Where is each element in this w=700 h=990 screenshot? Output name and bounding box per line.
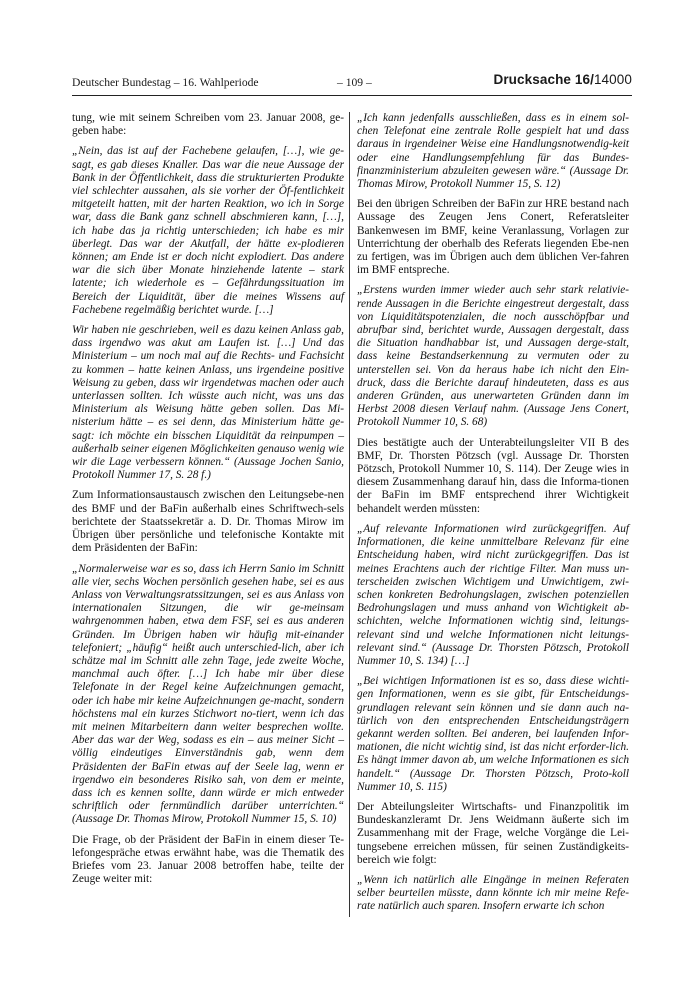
paragraph: Dies bestätigte auch der Unterabteilungsleiter VII B des BMF, Dr. Thorsten Pötzsch (vgl. Aussage Dr. Thorsten Pötzsch, Protokoll Nummer 10, S. 114). Der Zeuge wies in diesem Zusammenhang darauf hin, dass die Informa-tionen der BaFin im BMF entsprechend ihrer Wichtigkeit behandelt werden müssten: [357, 436, 629, 515]
paragraph: Zum Informationsaustausch zwischen den Leitungsebe-nen des BMF und der BaFin außerhalb eines Schriftwech-sels berichtete der Staatssekretär a. D. Dr. Thomas Mirow im Übrigen über persönliche und telefonische Kontakte mit dem Präsidenten der BaFin: [72, 489, 344, 555]
quote-paragraph: „Nein, das ist auf der Fachebene gelaufen, […], wie ge-sagt, es gab dieses Knaller. Das war die neue Aussage der Bank in der Öffentlichkeit, dass die strukturierten Produkte viel schlechter aussahen, als sie vorher der Öf-fentlichkeit mitgeteilt hatten, mit der harten Reaktion, wo ich in Sorge war, dass die Bank ganz schnell abschmieren kann, […], ich habe das ja richtig unterschieden; ich habe es mir überlegt. Das war der Akutfall, der hätte ex-plodieren können; am Ende ist er doch nicht explodiert. Das andere war die sich über Monate hinziehende latente – stark latente; ich wiederhole es – Gefährdungssituation im Bereich der Liquidität, über die meines Wissens auf Fachebene regelmäßig berichtet wurde. […] [72, 145, 344, 316]
paragraph: tung, wie mit seinem Schreiben vom 23. Januar 2008, ge-geben habe: [72, 112, 344, 138]
quote-paragraph: „Erstens wurden immer wieder auch sehr stark relativie-rende Aussagen in die Berichte eingestreut dergestalt, dass von Liquiditätspotenzialen, die noch ausschöpfbar und abrufbar sind, berichtet wurde, Aussagen dergestalt, dass die Situation handhabbar ist, und Aussagen derge-stalt, dass keine Bestandserkennung zu vermuten oder zu unterstellen sei. Von da heraus habe ich nicht den Ein-druck, dass die Berichte darauf hindeuteten, dass es aus anderen Gründen, aus unerwarteten Gründen dann im Herbst 2008 diesen Verlauf nahm. (Aussage Jens Conert, Protokoll Nummer 10, S. 68) [357, 284, 629, 429]
header-document-id [493, 72, 632, 87]
header-rule [72, 95, 632, 96]
header-publication: Deutscher Bundestag – 16. Wahlperiode [72, 76, 259, 89]
header-page-number: – 109 – [337, 76, 372, 89]
quote-paragraph: „Auf relevante Informationen wird zurückgegriffen. Auf Informationen, die keine unmittelbare Relevanz für eine Entscheidung haben, wird nicht zurückgegriffen. Das ist meines Erachtens auch der richtige Filter. Man muss un-terscheiden zwischen Wichtigem und Unwichtigem, zwi-schen konkreten Bedrohungslagen, zwischen potenziellen Bedrohungslagen und muss anhand von Wichtigkeit ab-schichten, welche Informationen wichtig sind, leitungs-relevant sind und welche Informationen nicht leitungs-relevant sind.“ (Aussage Dr. Thorsten Pötzsch, Protokoll Nummer 10, S. 134) […] [357, 522, 629, 667]
paragraph: Die Frage, ob der Präsident der BaFin in einem dieser Te-lefongespräche etwas erwähnt habe, was die Thematik des Briefes vom 23. Januar 2008 betroffen habe, teilte der Zeuge weiter mit: [72, 833, 344, 886]
right-column [357, 112, 629, 921]
quote-paragraph: „Wenn ich natürlich alle Eingänge in meinen Referaten selber beurteilen müsste, dann könnte ich mir meine Refe-rate natürlich auch sparen. Insofern erwarte ich schon [357, 873, 629, 913]
header-document-number: 14000 [593, 72, 632, 87]
left-column [72, 112, 344, 893]
quote-paragraph: Wir haben nie geschrieben, weil es dazu keinen Anlass gab, dass irgendwo was akut am Laufen ist. […] Und das Ministerium – um noch mal auf die Rechts- und Fachsicht zu kommen – hatte keinen Anlass, uns irgendeine positive Weisung zu geben, dass wir irgendetwas machen oder auch unterlassen sollten. Ich wüsste auch nicht, was uns das Ministerium als Weisung hätte geben sollen. Das Mi-nisterium hätte – es sei denn, das Ministerium hätte ge-sagt: ich möchte ein bisschen Liquidität da reinpumpen – außerhalb seiner eigenen Möglichkeiten genauso wenig wie wir die Lage verbessern können.“ (Aussage Jochen Sanio, Protokoll Nummer 17, S. 28 f.) [72, 324, 344, 482]
paragraph: Bei den übrigen Schreiben der BaFin zur HRE bestand nach Aussage des Zeugen Jens Conert, Referatsleiter Bankenwesen im BMF, keine Veranlassung, Vorlagen zur Unterrichtung der oberhalb des Referats liegenden Ebe-nen zu fertigen, was im Übrigen auch dem üblichen Ver-fahren im BMF entspreche. [357, 198, 629, 277]
paragraph: Der Abteilungsleiter Wirtschafts- und Finanzpolitik im Bundeskanzleramt Dr. Jens Weidmann äußerte sich im Zusammenhang mit der Frage, welche Vorgänge die Lei-tungsebene erreichen müssen, für seinen Zuständigkeits-bereich wie folgt: [357, 800, 629, 866]
page-header [72, 72, 632, 94]
quote-paragraph: „Bei wichtigen Informationen ist es so, dass diese wichti-gen Informationen, wenn es sie gibt, für Entscheidungs-grundlagen relevant sein können und sie dann auch na-türlich von den entsprechenden Entscheidungsträgern gekannt werden sollten. Bei anderen, bei laufenden Infor-mationen, die nicht wichtig sind, ist das nicht erforder-lich. Es hängt immer davon ab, um welche Informationen es sich handelt.“ (Aussage Dr. Thorsten Pötzsch, Proto-koll Nummer 10, S. 115) [357, 675, 629, 793]
quote-paragraph: „Ich kann jedenfalls ausschließen, dass es in einem sol-chen Telefonat eine zentrale Rolle gespielt hat und dass daraus in irgendeiner Weise eine Handlungsnotwendig-keit oder eine Handlungsempfehlung für das Bundes-finanzministerium abzuleiten gewesen wäre.“ (Aussage Dr. Thomas Mirow, Protokoll Nummer 15, S. 12) [357, 112, 629, 191]
header-document-label: Drucksache 16/ [493, 72, 594, 87]
column-divider [349, 112, 350, 917]
quote-paragraph: „Normalerweise war es so, dass ich Herrn Sanio im Schnitt alle vier, sechs Wochen persönlich gesehen habe, sei es aus Anlass von Verwaltungsratssitzungen, sei es aus Anlass von internationalen Sitzungen, die wir ge-meinsam wahrgenommen haben, etwa dem FSF, sei es aus anderen Gründen. Im Übrigen haben wir häufig mit-einander telefoniert; „häufig“ heißt auch unterschied-lich, aber ich schätze mal im Schnitt alle zehn Tage, jede zweite Woche, manchmal auch öfter. […] Ich habe mir über diese Telefonate in der Regel keine Aufzeichnungen gemacht, oder ich habe mir keine Aufzeichnungen ge-macht, sondern höchstens mal ein kurzes Stichwort no-tiert, wenn ich das mit meinen Mitarbeitern dann weiter besprechen wollte. Aber das war der Weg, sodass es ein – aus meiner Sicht – völlig eindeutiges Einverständnis gab, wenn dem Präsidenten der BaFin etwas auf der Seele lag, wenn er irgendwo ein besonderes Risiko sah, von dem er meinte, dass ich es kennen sollte, dann würde er mich entweder schriftlich oder fernmündlich darüber unterrichten.“ (Aussage Dr. Thomas Mirow, Protokoll Nummer 15, S. 10) [72, 562, 344, 826]
